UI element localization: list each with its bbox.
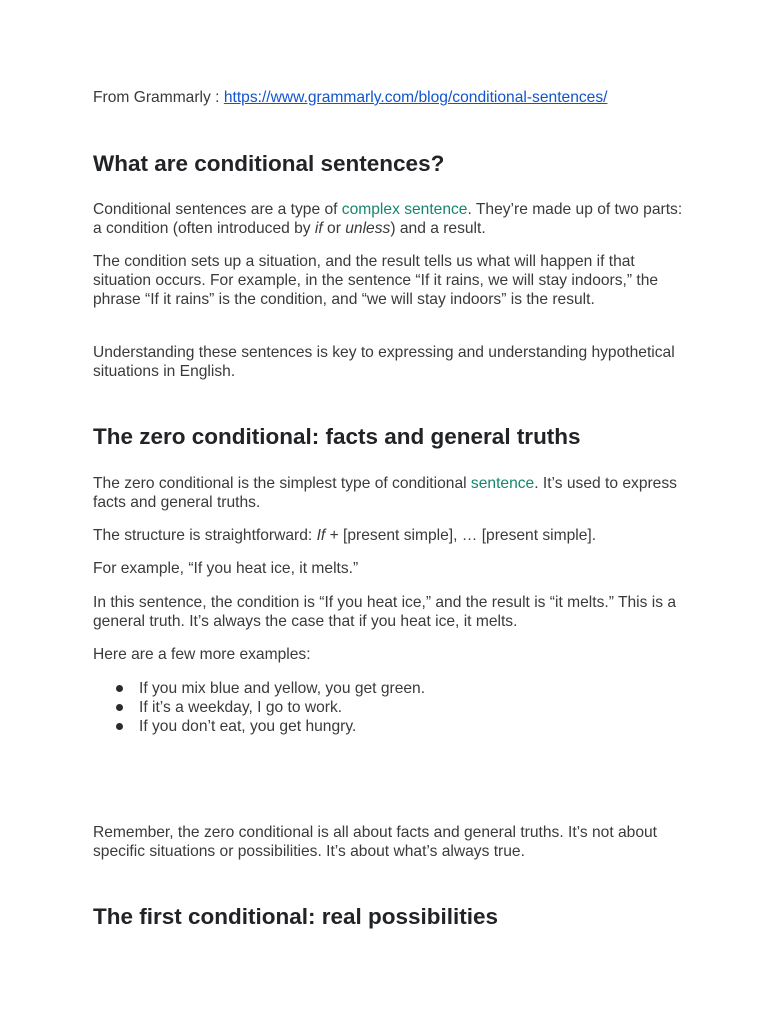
text-segment: The structure is straightforward: — [93, 527, 317, 544]
text-segment: . They’re made up of two parts: a condition (often introduced by — [93, 201, 683, 237]
list-item-text: If it’s a weekday, I go to work. — [139, 699, 343, 716]
source-prefix: From Grammarly : — [93, 89, 224, 106]
emphasis-if: If — [316, 527, 326, 544]
paragraph-zero-intro — [93, 474, 683, 512]
paragraph-structure — [93, 526, 683, 545]
paragraph-remember: Remember, the zero conditional is all about facts and general truths. It’s not about specific situations or possibilities. It’s about what’s always true. — [93, 824, 658, 860]
text-segment: Conditional sentences are a type of — [93, 201, 342, 218]
text-segment: The zero conditional is the simplest type of conditional — [93, 475, 471, 492]
list-item — [93, 717, 683, 736]
emphasis-if: if — [314, 220, 323, 237]
heading-what-are-conditionals: What are conditional sentences? — [93, 151, 445, 176]
text-segment: + [present simple], … [present simple]. — [325, 527, 597, 544]
list-item — [93, 679, 683, 698]
sentence-link[interactable]: sentence — [470, 475, 535, 492]
paragraph-more-examples: Here are a few more examples: — [93, 646, 311, 663]
paragraph-explanation: In this sentence, the condition is “If you heat ice,” and the result is “it melts.” This is a general truth. It’s always the case that if you heat ice, it melts. — [93, 594, 677, 630]
bullet-icon — [116, 723, 123, 730]
complex-sentence-link[interactable]: complex sentence — [341, 201, 468, 218]
emphasis-unless: unless — [345, 220, 391, 237]
text-segment: . It’s used to express facts and general truths. — [93, 475, 677, 511]
text-segment: ) and a result. — [390, 220, 486, 237]
bullet-icon — [116, 704, 123, 711]
bullet-icon — [116, 685, 123, 692]
source-link[interactable]: https://www.grammarly.com/blog/conditional-sentences/ — [223, 89, 608, 106]
list-item — [93, 698, 683, 717]
heading-first-conditional: The first conditional: real possibilities — [93, 904, 499, 929]
paragraph-example: For example, “If you heat ice, it melts.” — [93, 560, 359, 577]
source-line — [93, 88, 683, 107]
examples-list — [93, 679, 683, 736]
heading-zero-conditional: The zero conditional: facts and general truths — [93, 424, 581, 449]
list-item-text: If you mix blue and yellow, you get green. — [139, 680, 426, 697]
list-item-text: If you don’t eat, you get hungry. — [139, 718, 357, 735]
paragraph-definition — [93, 200, 683, 238]
paragraph-understanding: Understanding these sentences is key to expressing and understanding hypothetical situations in English. — [93, 344, 675, 380]
paragraph-condition-result: The condition sets up a situation, and the result tells us what will happen if that situation occurs. For example, in the sentence “If it rains, we will stay indoors,” the phrase “If it rains” is the condition, and “we will stay indoors” is the result. — [93, 253, 659, 308]
text-segment: or — [322, 220, 346, 237]
